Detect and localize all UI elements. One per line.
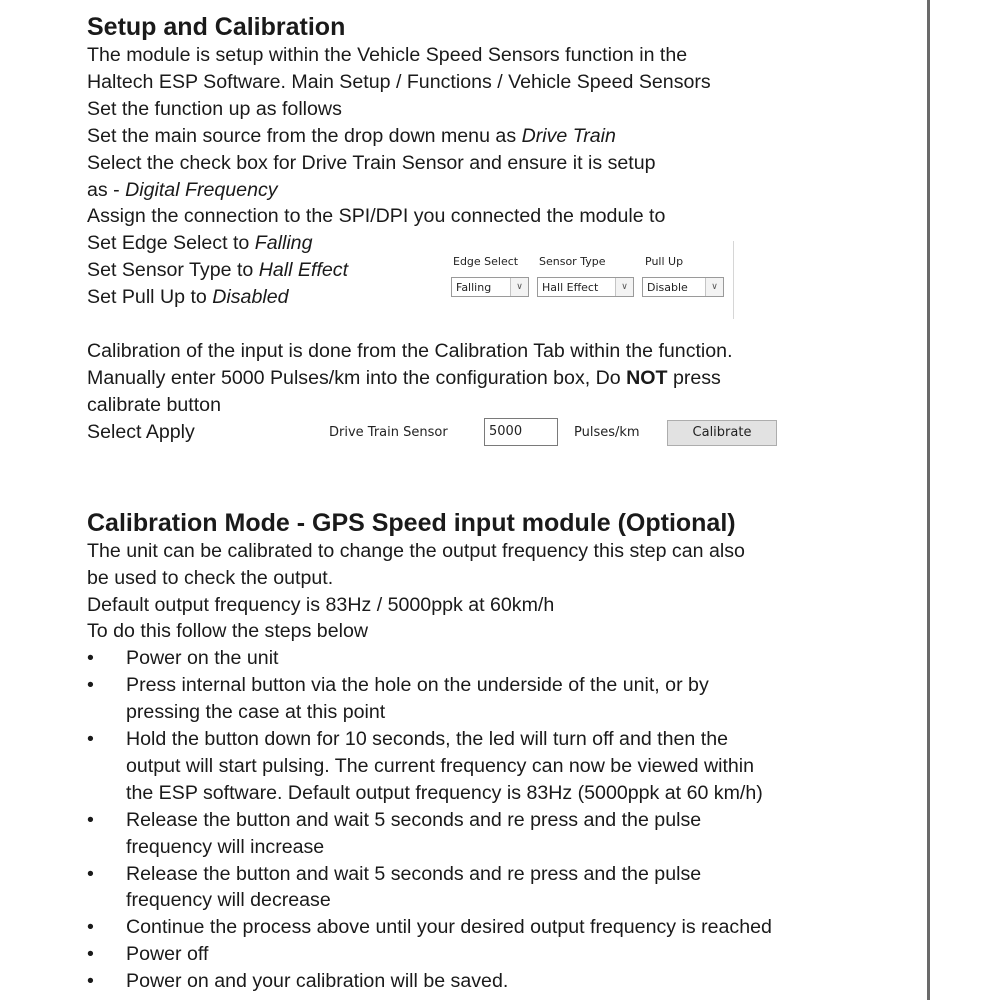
step-item bbox=[87, 672, 925, 726]
setup-line: The module is setup within the Vehicle Speed Sensors function in the bbox=[87, 44, 688, 66]
bullet-icon: • bbox=[87, 916, 94, 939]
sensor-type-value: Hall Effect bbox=[542, 281, 599, 294]
step-item bbox=[87, 968, 925, 995]
step-text: frequency will decrease bbox=[126, 889, 331, 912]
pull-up-label: Pull Up bbox=[645, 255, 684, 268]
drive-train-sensor-label: Drive Train Sensor bbox=[329, 425, 448, 440]
emphasis-text: Digital Frequency bbox=[125, 178, 278, 201]
edge-select-dropdown[interactable] bbox=[451, 277, 529, 297]
step-item bbox=[87, 914, 925, 941]
calibration-mode-heading: Calibration Mode - GPS Speed input module (Optional) bbox=[87, 508, 736, 537]
text-span: Set Sensor Type to bbox=[87, 259, 259, 282]
setup-line bbox=[87, 123, 925, 150]
text-span: Set Pull Up to bbox=[87, 286, 213, 309]
setup-line bbox=[87, 177, 925, 204]
step-text: Power on and your calibration will be saved. bbox=[126, 970, 509, 993]
bullet-icon: • bbox=[87, 862, 94, 885]
document-page bbox=[87, 12, 925, 995]
text-span: Set Edge Select to bbox=[87, 232, 255, 255]
step-item bbox=[87, 861, 925, 915]
setup-line: Assign the connection to the SPI/DPI you connected the module to bbox=[87, 205, 666, 228]
pulses-input[interactable]: 5000 bbox=[484, 418, 558, 446]
step-item bbox=[87, 807, 925, 861]
step-text: output will start pulsing. The current frequency can now be viewed within bbox=[126, 754, 755, 777]
step-text: the ESP software. Default output frequency is 83Hz (5000ppk at 60 km/h) bbox=[126, 781, 763, 804]
bullet-icon: • bbox=[87, 728, 94, 751]
page-border-line bbox=[927, 0, 930, 1000]
bullet-icon: • bbox=[87, 970, 94, 993]
emphasis-text: Drive Train bbox=[521, 124, 616, 147]
step-text: frequency will increase bbox=[126, 835, 325, 858]
step-text: Release the button and wait 5 seconds and re press and the pulse bbox=[126, 808, 702, 831]
emphasis-text: Hall Effect bbox=[258, 259, 349, 282]
pulses-unit-label: Pulses/km bbox=[574, 425, 640, 440]
setup-heading: Setup and Calibration bbox=[87, 13, 346, 41]
setup-line: Haltech ESP Software. Main Setup / Functions / Vehicle Speed Sensors bbox=[87, 70, 711, 93]
calibration-line: Select Apply bbox=[87, 420, 195, 443]
pull-up-dropdown[interactable] bbox=[642, 277, 724, 297]
mode-line: be used to check the output. bbox=[87, 566, 334, 589]
steps-list bbox=[87, 645, 925, 995]
chevron-down-icon: ∨ bbox=[510, 278, 528, 296]
sensor-type-dropdown[interactable] bbox=[537, 277, 634, 297]
pull-up-value: Disable bbox=[647, 281, 688, 294]
calibrate-button[interactable]: Calibrate bbox=[667, 420, 777, 446]
step-text: pressing the case at this point bbox=[126, 701, 386, 724]
bold-text: NOT bbox=[626, 366, 668, 389]
edge-select-label: Edge Select bbox=[453, 255, 519, 268]
bullet-icon: • bbox=[87, 943, 94, 966]
calibration-line bbox=[87, 365, 925, 392]
mode-line: Default output frequency is 83Hz / 5000ppk at 60km/h bbox=[87, 593, 555, 616]
edge-select-value: Falling bbox=[456, 281, 492, 294]
bullet-icon: • bbox=[87, 674, 94, 697]
setup-line: Set the function up as follows bbox=[87, 97, 342, 120]
step-text: Power on the unit bbox=[126, 647, 279, 670]
bullet-icon: • bbox=[87, 808, 94, 831]
text-span: Set the main source from the drop down menu as bbox=[87, 124, 522, 147]
mode-line: To do this follow the steps below bbox=[87, 620, 368, 643]
step-text: Release the button and wait 5 seconds and re press and the pulse bbox=[126, 862, 702, 885]
calibration-line: Calibration of the input is done from the Calibration Tab within the function. bbox=[87, 340, 733, 363]
step-text: Press internal button via the hole on the underside of the unit, or by bbox=[126, 674, 709, 697]
calibration-row bbox=[327, 417, 787, 449]
step-item bbox=[87, 941, 925, 968]
setup-line: Select the check box for Drive Train Sensor and ensure it is setup bbox=[87, 151, 656, 174]
step-text: Hold the button down for 10 seconds, the led will turn off and then the bbox=[126, 728, 729, 751]
sensor-type-label: Sensor Type bbox=[539, 255, 606, 268]
calibration-line: calibrate button bbox=[87, 393, 221, 416]
step-text: Continue the process above until your desired output frequency is reached bbox=[126, 916, 772, 939]
step-item bbox=[87, 726, 925, 807]
step-item bbox=[87, 645, 925, 672]
emphasis-text: Falling bbox=[254, 232, 313, 255]
chevron-down-icon: ∨ bbox=[705, 278, 723, 296]
text-span: press bbox=[667, 366, 721, 389]
text-span: Manually enter 5000 Pulses/km into the configuration box, Do bbox=[87, 366, 627, 389]
step-text: Power off bbox=[126, 943, 209, 966]
bullet-icon: • bbox=[87, 647, 94, 670]
mode-line: The unit can be calibrated to change the output frequency this step can also bbox=[87, 539, 745, 562]
settings-panel bbox=[437, 241, 734, 319]
chevron-down-icon: ∨ bbox=[615, 278, 633, 296]
emphasis-text: Disabled bbox=[212, 286, 289, 309]
text-span: as - bbox=[87, 178, 126, 201]
